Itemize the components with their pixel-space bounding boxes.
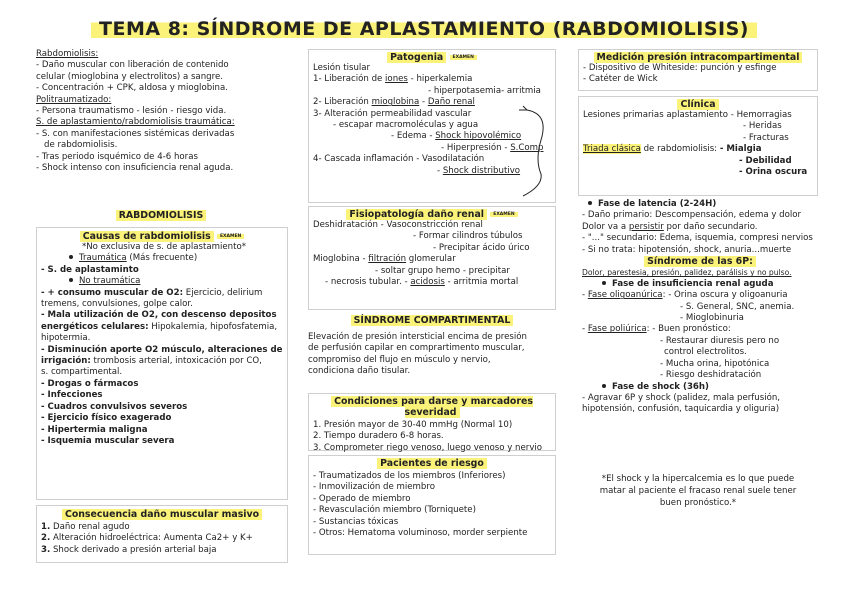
quote-line: matar al paciente el fracaso renal suele tener [599,486,797,496]
text-line: Lesión tisular [313,63,371,73]
quote-line: *El shock y la hipercalcemia es lo que puede [601,474,795,484]
condiciones-title: Condiciones para darse y marcadores severidad [309,396,555,418]
causa-line: irrigación: trombosis arterial, intoxicación por CO, [41,356,262,367]
medicion-title: Medición presión intracompartimental [579,52,817,63]
causa-line: - Disminución aporte O2 músculo, alteraciones de [41,344,283,355]
text-line: - Fracturas [743,132,789,143]
causa-line: - Drogas o fármacos [41,378,139,389]
text-line: - Riesgo deshidratación [660,370,762,381]
condicion-item: 3. Comprometer riego venoso, luego venoso y nervio [313,442,543,453]
text-line: condiciona daño tisular. [308,366,411,377]
page-title: TEMA 8: SÍNDROME DE APLASTAMIENTO (RABDOMIOLISIS) [0,18,848,40]
causa-line: - Isquemia muscular severa [41,435,175,446]
text-line: - Mioglobinuria [680,313,744,324]
fisiopatologia-title: Fisiopatología daño renal EXAMEN [309,209,555,220]
s-aplastamiento-item: - S. de aplastaminto [41,264,139,275]
seis-p-line: Dolor, parestesia, presión, palidez, parálisis y no pulso. [582,268,792,278]
consecuencia-title: Consecuencia daño muscular masivo [37,509,287,520]
text-line: de perfusión capilar en comprartimento muscular, [308,343,525,354]
fisiopatologia-box [308,206,556,310]
causas-note: *No exclusiva de s. de aplastamiento* [81,242,247,252]
riesgo-box [308,455,556,555]
rabdomiolisis-definition [36,49,235,174]
fases-content [582,199,818,416]
causas-box [36,227,288,500]
medicion-box [578,49,818,91]
text-line: - Daño muscular con liberación de contenido [36,60,229,71]
politraumatizado-heading: Politraumatizado: [36,94,112,105]
causa-line: hipotermia. [41,333,91,344]
text-line: - "..." secundario: Edema, isquemia, compresi nervios [582,233,813,244]
consecuencia-item: 2. Alteración hidroeléctrica: Aumenta Ca2+ y K+ [41,533,253,544]
pronostico-quote [578,473,818,509]
causa-line: - Ejercicio físico exagerado [41,413,172,424]
riesgo-item: - Inmovilización de miembro [313,482,435,493]
text-line: - Shock distributivo [437,165,521,176]
causa-line: - + consumo muscular de O2: Ejercicio, delirium [41,287,263,298]
text-line: - necrosis tubular. - acidosis - arritmia mortal [325,277,519,288]
text-line: - Restaurar diuresis pero no [660,335,780,346]
clinica-title: Clínica [579,99,817,110]
text-line: 3- Alteración permeabilidad vascular [313,108,472,119]
text-line: - Fase oligoanúrica: - Orina oscura y oligoanuria [582,290,788,301]
text-line: - Si no trata: hipotensión, shock, anuria...muerte [582,244,792,255]
rabdomiolisis-heading: Rabdomiolisis: [36,49,99,59]
patogenia-arrows [509,100,555,202]
causa-line: tremens, convulsiones, golpe calor. [41,299,193,310]
shock-title: Fase de shock (36h) [582,382,818,393]
text-line: - soltar grupo hemo - precipitar [375,265,510,276]
causa-line: - Infecciones [41,390,103,401]
quote-line: buen pronóstico.* [659,498,737,508]
consecuencia-item: 3. Shock derivado a presión arterial baja [41,544,217,555]
text-line: - hiperpotasemia- arritmia [428,85,541,96]
text-line: - Edema - Shock hipovolémico [391,131,522,142]
causa-line: - Hipertermia maligna [41,424,148,435]
text-line: Mioglobina - filtración glomerular [313,254,456,265]
text-line: - S. con manifestaciones sistémicas derivadas [36,128,235,139]
consecuencia-item: 1. Daño renal agudo [41,522,130,532]
text-line: hipotensión, confusión, taquicardia y oliguria) [582,404,780,415]
causas-title: Causas de rabdomiolisis EXAMEN [37,231,287,242]
causa-line: energéticos celulares: Hipokalemia, hipofosfatemia, [41,321,278,332]
text-line: - Orina oscura [739,167,808,178]
patogenia-box [308,49,556,203]
aplastamiento-heading: S. de aplastamiento/rabdomiolisis traumática: [36,117,235,128]
text-line: - Fase poliúrica: - Buen pronóstico: [582,324,731,335]
condiciones-box [308,393,556,451]
seis-p-title: Síndrome de las 6P: [582,256,818,267]
clinica-box [578,96,818,196]
latencia-title: Fase de latencia (2-24H) [582,199,818,210]
section-rabdomiolisis: RABDOMIOLISIS [36,210,286,221]
medicion-item: - Catéter de Wick [583,74,658,85]
text-line: - Hiperpresión - S.Comp [441,142,544,153]
medicion-item: - Dispositivo de Whiteside: punción y esfinge [583,63,777,73]
condicion-item: 1. Presión mayor de 30-40 mmHg (Normal 10) [313,420,513,430]
riesgo-item: - Traumatizados de los miembros (Inferiores) [313,471,506,481]
consecuencia-box [36,505,288,563]
text-line: celular (mioglobina y electrolitos) a sangre. [36,71,223,82]
text-line: 2- Liberación mioglobina - Daño renal [313,97,475,108]
riesgo-item: - Revasculación miembro (Torniquete) [313,505,476,516]
text-line: 1- Liberación de iones - hiperkalemia [313,74,473,85]
text-line: - Formar cilindros túbulos [413,231,523,242]
text-line: - Persona traumatismo - lesión - riesgo vida. [36,106,227,117]
text-line: compromiso del flujo en músculo y nervio, [308,354,491,365]
text-line: - Agravar 6P y shock (palidez, mala perfusión, [582,392,781,403]
causa-line: s. compartimental. [41,367,123,378]
section-sindrome-compartimental: SÍNDROME COMPARTIMENTAL [308,315,556,326]
causa-line: - Cuadros convulsivos severos [41,401,188,412]
text-line: de rabdomiolisis. [44,140,118,151]
text-line: Deshidratación - Vasoconstricción renal [313,220,483,230]
text-line: control electrolitos. [664,347,747,358]
riesgo-item: - Otros: Hematoma voluminoso, morder serpiente [313,528,528,539]
text-line: - Precipitar ácido úrico [433,242,530,253]
text-line: Triada clásica de rabdomiolisis: - Mialgia [583,144,762,155]
riesgo-item: - Operado de miembro [313,493,411,504]
patogenia-title: Patogenia EXAMEN [309,52,555,63]
riesgo-title: Pacientes de riesgo [309,458,555,469]
text-line: Elevación de presión intersticial encima de presión [308,332,527,342]
text-line: - Heridas [743,121,782,132]
text-line: 4- Cascada inflamación - Vasodilatación [313,154,485,165]
text-line: - Mucha orina, hipotónica [660,358,770,369]
text-line: - Tras periodo isquémico de 4-6 horas [36,151,198,162]
text-line: Dolor va a persistir por daño secundario. [582,221,758,232]
riesgo-item: - Sustancias tóxicas [313,516,399,527]
text-line: - Shock intenso con insuficiencia renal aguda. [36,163,234,174]
causa-line: - Mala utilización de O2, con descenso depositos [41,310,277,321]
text-line: - Debilidad [739,155,792,166]
text-line: - S. General, SNC, anemia. [680,301,795,312]
condicion-item: 2. Tiempo duradero 6-8 horas. [313,431,444,442]
compartimental-definition [308,332,527,378]
traumatica-item: Traumática (Más frecuente) [41,253,287,264]
text-line: - Concentración + CPK, aldosa y mioglobina. [36,83,228,94]
text-line: - Daño primario: Descompensación, edema y dolor [582,210,802,221]
text-line: Lesiones primarias aplastamiento - Hemorragias [583,110,792,120]
no-traumatica-item: No traumática [41,276,287,287]
text-line: - escapar macromoléculas y agua [333,120,479,131]
insuficiencia-title: Fase de insuficiencia renal aguda [582,279,818,290]
